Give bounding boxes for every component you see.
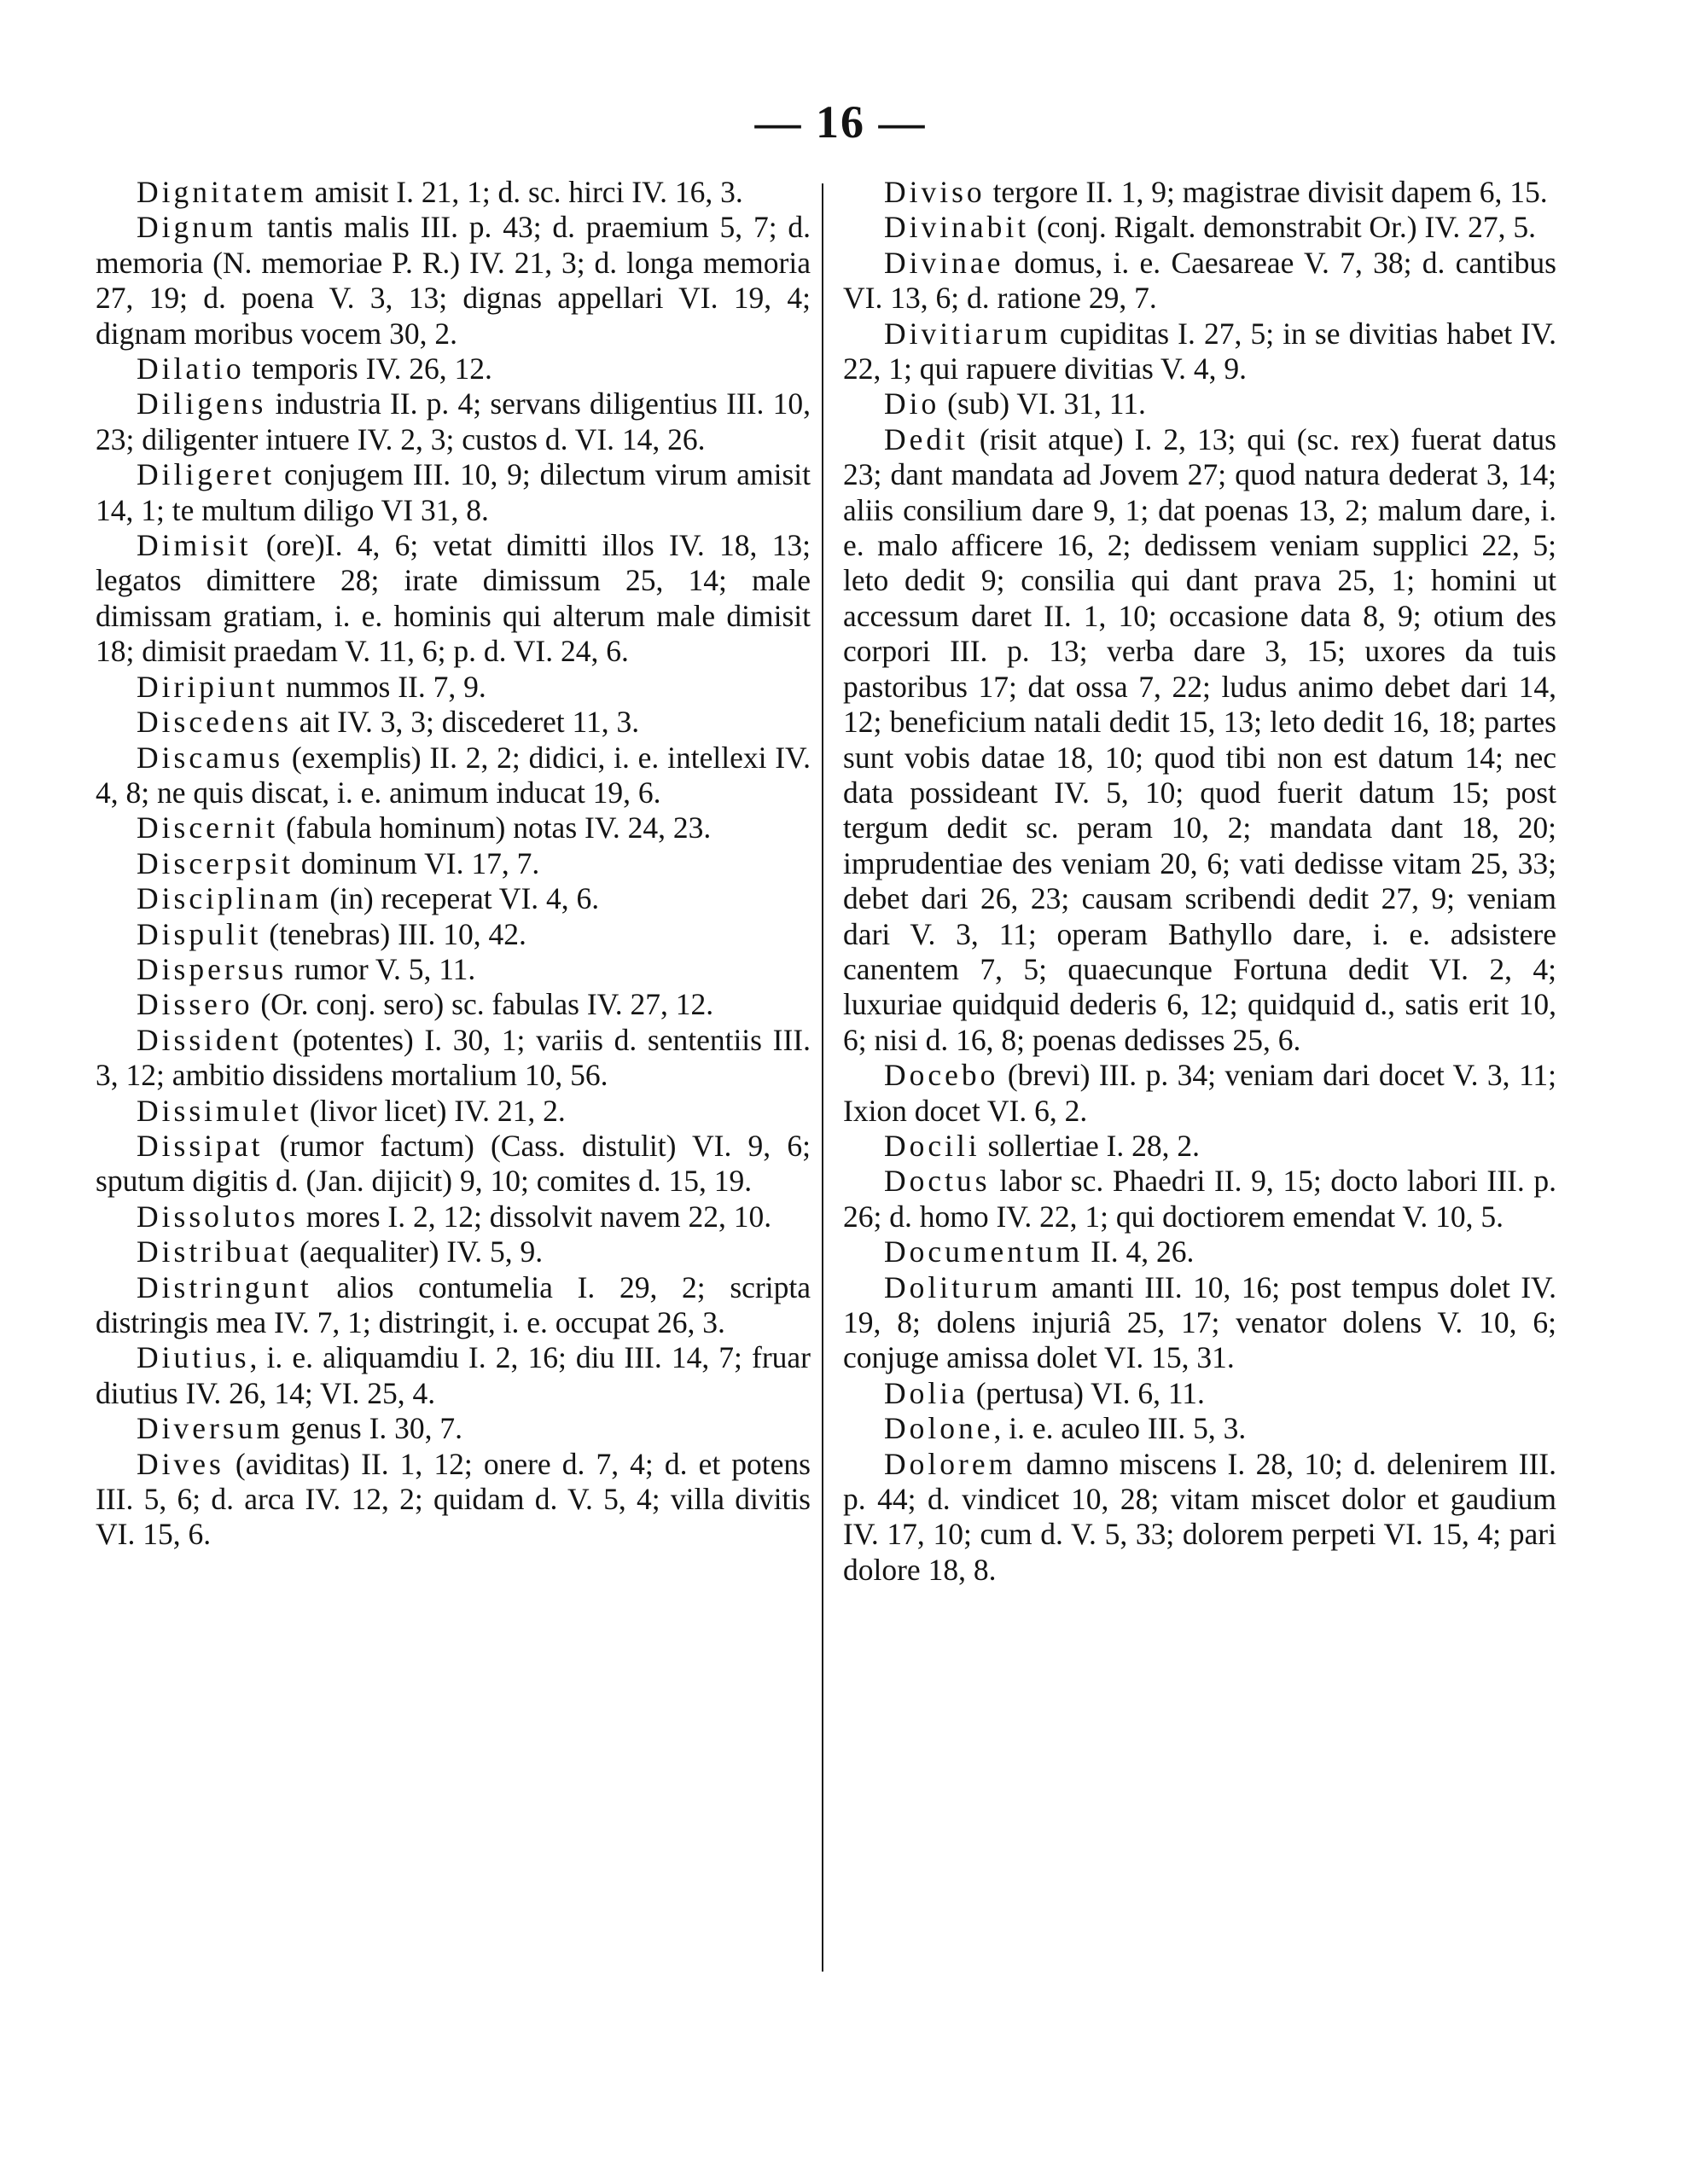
entry-headword: Dispulit <box>137 916 262 951</box>
index-entry <box>96 917 811 952</box>
entry-headword: Discamus <box>137 740 284 775</box>
entry-text: (ore)I. 4, 6; vetat dimitti illos IV. 18, 13; legatos dimittere 28; irate dimissum 25, 14; male dimissam gratiam, i. e. hominis qui alterum male dimisit 18; dimisit praedam V. 11, 6; p. d. VI. 24, 6. <box>96 528 811 669</box>
entry-text: (brevi) III. p. 34; veniam dari docet V. 3, 11; Ixion docet VI. 6, 2. <box>843 1058 1556 1128</box>
entry-headword: Dilatio <box>137 351 245 386</box>
entry-headword: Doctus <box>884 1164 991 1199</box>
entry-headword: Diripiunt <box>137 669 279 704</box>
entry-headword: Dolone <box>884 1411 994 1446</box>
entry-text: , i. e. aculeo III. 5, 3. <box>993 1411 1247 1446</box>
entry-headword: Distribuat <box>137 1234 292 1269</box>
index-entry <box>96 810 811 845</box>
index-entry <box>843 422 1556 1058</box>
entry-text: amisit I. 21, 1; d. sc. hirci IV. 16, 3. <box>306 175 743 209</box>
entry-text: (fabula hominum) notas IV. 24, 23. <box>278 810 712 845</box>
entry-headword: Dissident <box>137 1022 282 1057</box>
entry-headword: Discernit <box>137 810 279 845</box>
entry-text: II. 4, 26. <box>1083 1234 1195 1269</box>
index-entry <box>96 1411 811 1446</box>
entry-text: industria II. p. 4; servans diligentius III. 10, 23; diligenter intuere IV. 2, 3; custos d. VI. 14, 26. <box>96 386 811 456</box>
entry-text: ait IV. 3, 3; discederet 11, 3. <box>291 705 640 740</box>
entry-text: tantis malis III. p. 43; d. praemium 5, 7; d. memoria (N. memoriae P. R.) IV. 21, 3; d. longa memoria 27, 19; d. poena V. 3, 13; dignas appellari VI. 19, 4; dignam moribus vocem 30, 2. <box>96 210 811 351</box>
index-entry <box>96 1270 811 1341</box>
index-entry <box>843 1376 1556 1411</box>
index-entry <box>843 175 1556 210</box>
entry-headword: Dissolutos <box>137 1199 299 1234</box>
entry-text: (conj. Rigalt. demonstrabit Or.) IV. 27, 5. <box>1029 210 1537 245</box>
entry-headword: Dignum <box>137 210 257 245</box>
entry-headword: Dolorem <box>884 1446 1016 1481</box>
index-entry <box>843 1129 1556 1164</box>
entry-headword: Dispersus <box>137 951 288 986</box>
index-entry <box>843 386 1556 421</box>
entry-headword: Divinabit <box>884 210 1030 245</box>
entry-text: (pertusa) VI. 6, 11. <box>968 1375 1205 1410</box>
entry-headword: Dissimulet <box>137 1093 302 1128</box>
index-entry <box>96 386 811 457</box>
entry-headword: Diligeret <box>137 457 276 492</box>
index-entry <box>843 1270 1556 1376</box>
entry-text: genus I. 30, 7. <box>283 1411 463 1446</box>
index-entry <box>96 846 811 881</box>
entry-text: (exemplis) II. 2, 2; didici, i. e. intellexi IV. 4, 8; ne quis discat, i. e. animum inducat 19, 6. <box>96 740 811 810</box>
entry-text: cupiditas I. 27, 5; in se divitias habet IV. 22, 1; qui rapuere divitias V. 4, 9. <box>843 316 1556 386</box>
entry-text: mores I. 2, 12; dissolvit navem 22, 10. <box>298 1199 772 1234</box>
index-entry <box>96 1340 811 1411</box>
entry-headword: Docebo <box>884 1058 999 1093</box>
entry-headword: Dissero <box>137 987 253 1022</box>
index-entry <box>96 952 811 987</box>
entry-headword: Disciplinam <box>137 881 323 916</box>
index-entry <box>96 1023 811 1094</box>
entry-text: (in) receperat VI. 4, 6. <box>322 881 600 916</box>
index-entry <box>96 528 811 670</box>
entry-text: (rumor factum) (Cass. distulit) VI. 9, 6; sputum digitis d. (Jan. dijicit) 9, 10; comites d. 15, 19. <box>96 1128 811 1199</box>
column-divider <box>822 183 823 1972</box>
entry-text: dominum VI. 17, 7. <box>293 845 540 880</box>
index-entry <box>843 1058 1556 1129</box>
index-entry <box>96 1199 811 1234</box>
index-entry <box>96 175 811 210</box>
entry-text: tergore II. 1, 9; magistrae divisit dapem 6, 15. <box>985 175 1548 209</box>
entry-text: damno miscens I. 28, 10; d. delenirem III. p. 44; d. vindicet 10, 28; vitam miscet dolor et gaudium IV. 17, 10; cum d. V. 5, 33; dolorem perpeti VI. 15, 4; pari dolore 18, 8. <box>843 1446 1556 1587</box>
entry-headword: Documentum <box>884 1234 1084 1269</box>
entry-text: rumor V. 5, 11. <box>287 951 476 986</box>
index-entry <box>96 1129 811 1199</box>
entry-headword: Dolia <box>884 1375 968 1410</box>
entry-text: sollertiae I. 28, 2. <box>980 1128 1201 1163</box>
entry-headword: Discerpsit <box>137 845 294 880</box>
entry-headword: Divitiarum <box>884 316 1051 351</box>
entry-text: (aviditas) II. 1, 12; onere d. 7, 4; d. et potens III. 5, 6; d. arca IV. 12, 2; quidam d. V. 5, 4; villa divitis VI. 15, 6. <box>96 1446 811 1552</box>
index-entry <box>96 881 811 916</box>
entry-text: (Or. conj. sero) sc. fabulas IV. 27, 12. <box>253 987 714 1022</box>
entry-text: (potentes) I. 30, 1; variis d. sententiis III. 3, 12; ambitio dissidens mortalium 10, 56. <box>96 1022 811 1093</box>
entry-headword: Discedens <box>137 705 292 740</box>
index-entry <box>96 670 811 705</box>
entry-headword: Divinae <box>884 245 1004 280</box>
entry-text: (aequaliter) IV. 5, 9. <box>291 1234 544 1269</box>
entry-text: domus, i. e. Caesareae V. 7, 38; d. cantibus VI. 13, 6; d. ratione 29, 7. <box>843 245 1556 316</box>
entry-headword: Docili <box>884 1128 980 1163</box>
entry-headword: Distringunt <box>137 1269 312 1304</box>
index-entry <box>843 317 1556 387</box>
entry-headword: Doliturum <box>884 1269 1041 1304</box>
entry-headword: Dio <box>884 386 940 421</box>
right-column <box>843 175 1556 1588</box>
index-entry <box>843 246 1556 317</box>
index-entry <box>843 1411 1556 1446</box>
page-number: — 16 — <box>754 96 927 148</box>
index-entry <box>843 1234 1556 1269</box>
entry-text: alios contumelia I. 29, 2; scripta distringis mea IV. 7, 1; distringit, i. e. occupat 26, 3. <box>96 1269 811 1339</box>
index-entry <box>843 1164 1556 1234</box>
entry-text: amanti III. 10, 16; post tempus dolet IV. 19, 8; dolens injuriâ 25, 17; venator dolens V. 10, 6; conjuge amissa dolet VI. 15, 31. <box>843 1269 1556 1375</box>
entry-headword: Dimisit <box>137 528 252 563</box>
index-entry <box>96 1447 811 1553</box>
index-entry <box>96 1094 811 1129</box>
index-entry <box>96 457 811 528</box>
entry-text: labor sc. Phaedri II. 9, 15; docto labori III. p. 26; d. homo IV. 22, 1; qui doctiorem emendat V. 10, 5. <box>843 1164 1556 1234</box>
entry-text: temporis IV. 26, 12. <box>244 351 492 386</box>
index-entry <box>96 741 811 811</box>
entry-headword: Diligens <box>137 386 267 421</box>
index-entry <box>96 1234 811 1269</box>
entry-text: (sub) VI. 31, 11. <box>939 386 1146 421</box>
entry-headword: Dives <box>137 1446 224 1481</box>
entry-headword: Diutius <box>137 1340 250 1375</box>
entry-text: conjugem III. 10, 9; dilectum virum amisit 14, 1; te multum diligo VI 31, 8. <box>96 457 811 527</box>
index-entry <box>96 351 811 386</box>
entry-headword: Diversum <box>137 1411 284 1446</box>
entry-text: (livor licet) IV. 21, 2. <box>301 1093 566 1128</box>
entry-headword: Dignitatem <box>137 175 307 209</box>
entry-headword: Dissipat <box>137 1128 264 1163</box>
entry-text: , i. e. aliquamdiu I. 2, 16; diu III. 14, 7; fruar diutius IV. 26, 14; VI. 25, 4. <box>96 1340 811 1410</box>
index-entry <box>96 705 811 740</box>
index-entry <box>96 210 811 351</box>
entry-text: (tenebras) III. 10, 42. <box>261 916 526 951</box>
entry-text: (risit atque) I. 2, 13; qui (sc. rex) fuerat datus 23; dant mandata ad Jovem 27; quod natura dederat 3, 14; aliis consilium dare 9, 1; dat poenas 13, 2; malum dare, i. e. malo afficere 16, 2; dedissem veniam supplici 22, 5; leto dedit 9; consilia qui dant prava 25, 1; homini ut accessum daret II. 1, 10; occasione data 8, 9; otium des corpori III. p. 13; verba dare 3, 15; uxores da tuis pastoribus 17; dat ossa 7, 22; ludus animo debet dari 14, 12; beneficium natali dedit 15, 13; leto dedit 16, 18; partes sunt vobis datae 18, 10; quod tibi non est datum 14; nec data possideant IV. 5, 10; quod fuerit datum 15; post tergum dedit sc. peram 10, 2; mandata dant 18, 20; imprudentiae des veniam 20, 6; vati dedisse vitam 25, 33; debet dari 26, 23; causam scribendi dedit 27, 9; veniam dari V. 3, 11; operam Bathyllo dare, i. e. adsistere canentem 7, 5; quaecunque Fortuna dedit VI. 2, 4; luxuriae quidquid dederis 6, 12; quidquid d., satis erit 10, 6; nisi d. 16, 8; poenas dedisses 25, 6. <box>843 421 1556 1057</box>
left-column <box>96 175 811 1553</box>
entry-headword: Diviso <box>884 175 986 209</box>
entry-headword: Dedit <box>884 421 968 456</box>
index-entry <box>96 987 811 1022</box>
index-entry <box>843 210 1556 245</box>
index-entry <box>843 1447 1556 1589</box>
entry-text: nummos II. 7, 9. <box>278 669 486 704</box>
